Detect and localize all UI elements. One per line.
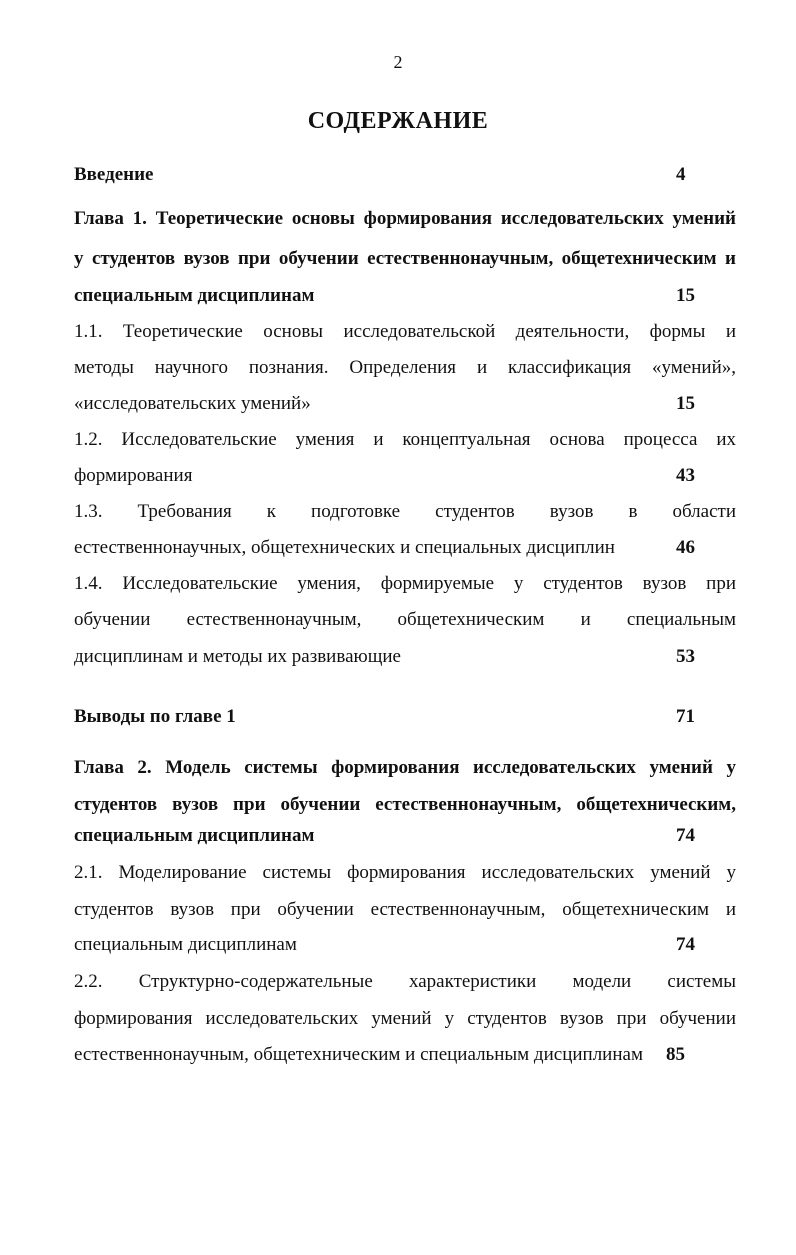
toc-line: Глава 1. Теоретические основы формирования исследовательских умений — [74, 208, 736, 229]
toc-page-number: 4 — [676, 164, 686, 185]
toc-line: 2.2. Структурно-содержательные характеристики модели системы — [74, 971, 736, 992]
toc-line: 1.1. Теоретические основы исследовательской деятельности, формы и — [74, 321, 736, 342]
toc-page-number: 53 — [676, 646, 695, 667]
toc-page-number: 85 — [666, 1044, 685, 1065]
toc-line: методы научного познания. Определения и классификация «умений», — [74, 357, 736, 378]
toc-page-number: 46 — [676, 537, 695, 558]
toc-line: 1.4. Исследовательские умения, формируемые у студентов вузов при — [74, 573, 736, 594]
toc-line: дисциплинам и методы их развивающие — [74, 646, 401, 667]
page-number: 2 — [393, 52, 403, 72]
toc-line: 2.1. Моделирование системы формирования исследовательских умений у — [74, 862, 736, 883]
toc-line: Выводы по главе 1 — [74, 706, 236, 727]
toc-page-number: 74 — [676, 934, 695, 955]
toc-line: 1.3. Требования к подготовке студентов вузов в области — [74, 501, 736, 522]
toc-line: Введение — [74, 164, 154, 185]
toc-line: у студентов вузов при обучении естественнонаучным, общетехническим и — [74, 248, 736, 269]
toc-page-number: 74 — [676, 825, 695, 846]
toc-line: 1.2. Исследовательские умения и концептуальная основа процесса их — [74, 429, 736, 450]
toc-line: естественнонаучных, общетехнических и специальных дисциплин — [74, 537, 615, 558]
toc-line: формирования — [74, 465, 193, 486]
toc-line: Глава 2. Модель системы формирования исследовательских умений у — [74, 757, 736, 778]
toc-line: специальным дисциплинам — [74, 934, 297, 955]
toc-line: студентов вузов при обучении естественнонаучным, общетехническим и — [74, 899, 736, 920]
toc-page-number: 43 — [676, 465, 695, 486]
toc-line: «исследовательских умений» — [74, 393, 311, 414]
toc-line: студентов вузов при обучении естественнонаучным, общетехническим, — [74, 794, 736, 815]
toc-line: обучении естественнонаучным, общетехническим и специальным — [74, 609, 736, 630]
toc-page-number: 15 — [676, 285, 695, 306]
page-title: СОДЕРЖАНИЕ — [307, 108, 489, 134]
toc-page-number: 71 — [676, 706, 695, 727]
toc-line: формирования исследовательских умений у студентов вузов при обучении — [74, 1008, 736, 1029]
toc-line: естественнонаучным, общетехническим и специальным дисциплинам — [74, 1044, 643, 1065]
toc-line: специальным дисциплинам — [74, 825, 315, 846]
toc-page-number: 15 — [676, 393, 695, 414]
toc-line: специальным дисциплинам — [74, 285, 315, 306]
